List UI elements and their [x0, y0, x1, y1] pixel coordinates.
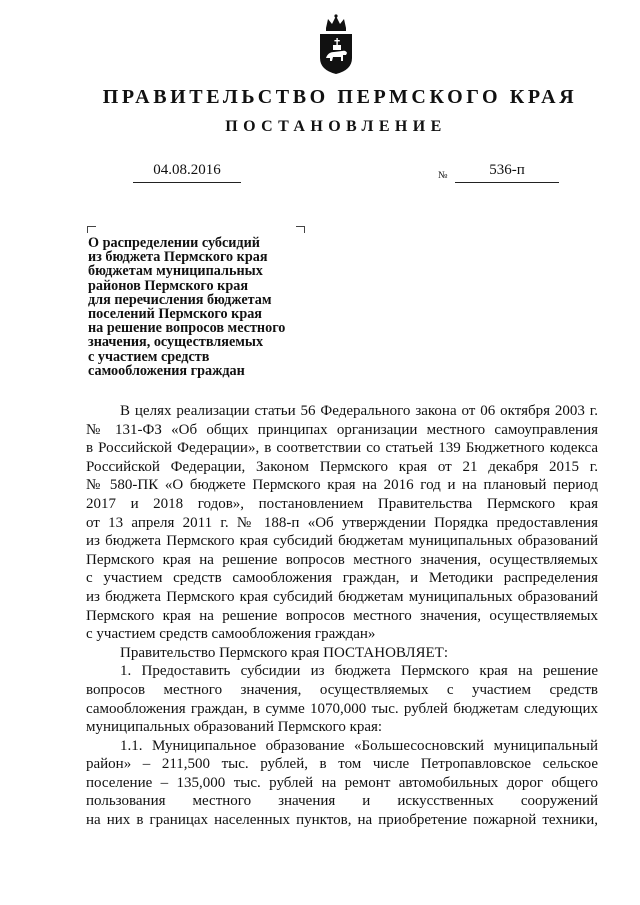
subject-line: бюджетам муниципальных — [88, 263, 263, 280]
body-line: № 131-ФЗ «Об общих принципах организации местного самоуправления — [86, 421, 598, 438]
body-line: № 580-ПК «О бюджете Пермского края на 2016 год и на плановый период — [86, 477, 598, 494]
body-line: Пермского края на решение вопросов местного значения, осуществляемых — [86, 607, 598, 624]
body-line: 1. Предоставить субсидии из бюджета Пермского края на решение — [120, 663, 598, 680]
subject-bracket-right — [296, 226, 305, 233]
subject-line: для перечисления бюджетам — [88, 291, 272, 308]
coat-of-arms-icon — [316, 14, 356, 76]
number-sign: № — [438, 170, 448, 181]
body-line: В целях реализации статьи 56 Федерального закона от 06 октября 2003 г. — [120, 403, 598, 419]
document-subject — [88, 236, 318, 378]
body-line: из бюджета Пермского края субсидий бюджетам муниципальных образований — [86, 588, 598, 605]
body-line: в Российской Федерации», в соответствии со статьей 139 Бюджетного кодекса — [86, 440, 598, 457]
subject-line: на решение вопросов местного — [88, 320, 286, 337]
government-title: ПРАВИТЕЛЬСТВО ПЕРМСКОГО КРАЯ — [102, 86, 578, 108]
subject-line: значения, осуществляемых — [88, 334, 264, 351]
subject-line: самообложения граждан — [88, 362, 245, 379]
subject-line: из бюджета Пермского края — [88, 249, 268, 266]
body-line: Правительство Пермского края ПОСТАНОВЛЯЕТ: — [120, 644, 449, 661]
body-line: поселение – 135,000 тыс. рублей на ремонт автомобильных дорог общего — [86, 774, 598, 791]
body-line: с участием средств самообложения граждан, и Методики распределения — [86, 570, 598, 587]
body-line: пользования местного значения и искусственных сооружений — [86, 793, 598, 810]
body-line: 2017 и 2018 годов», постановлением Правительства Пермского края — [86, 495, 598, 512]
subject-line: с участием средств — [88, 348, 210, 365]
body-line: муниципальных образований Пермского края: — [86, 719, 383, 736]
body-line: Российской Федерации, Законом Пермского края от 21 декабря 2015 г. — [86, 458, 598, 475]
body-line: самообложения граждан, в сумме 1070,000 тыс. рублей бюджетам следующих — [86, 700, 598, 717]
body-line: 1.1. Муниципальное образование «Большесосновский муниципальный — [120, 737, 598, 754]
subject-line: поселений Пермского края — [88, 306, 262, 323]
body-line: из бюджета Пермского края субсидий бюджетам муниципальных образований — [86, 533, 598, 550]
subject-line: О распределении субсидий — [88, 235, 260, 251]
body-line: Пермского края на решение вопросов местного значения, осуществляемых — [86, 551, 598, 568]
body-line: вопросов местного значения, осуществляемых с участием средств — [86, 681, 598, 698]
document-body — [86, 402, 598, 830]
body-line: район» – 211,500 тыс. рублей, в том числе Петропавловское сельское — [86, 756, 598, 773]
body-line: на них в границах населенных пунктов, на приобретение пожарной техники, — [86, 812, 598, 829]
document-type: ПОСТАНОВЛЕНИЕ — [225, 118, 447, 135]
body-line: с участием средств самообложения граждан» — [86, 626, 376, 643]
subject-line: районов Пермского края — [88, 277, 248, 294]
document-number: 536-п — [455, 162, 559, 183]
document-date: 04.08.2016 — [133, 162, 241, 183]
subject-bracket-left — [87, 226, 96, 233]
body-line: от 13 апреля 2011 г. № 188-п «Об утверждении Порядка предоставления — [86, 514, 598, 531]
